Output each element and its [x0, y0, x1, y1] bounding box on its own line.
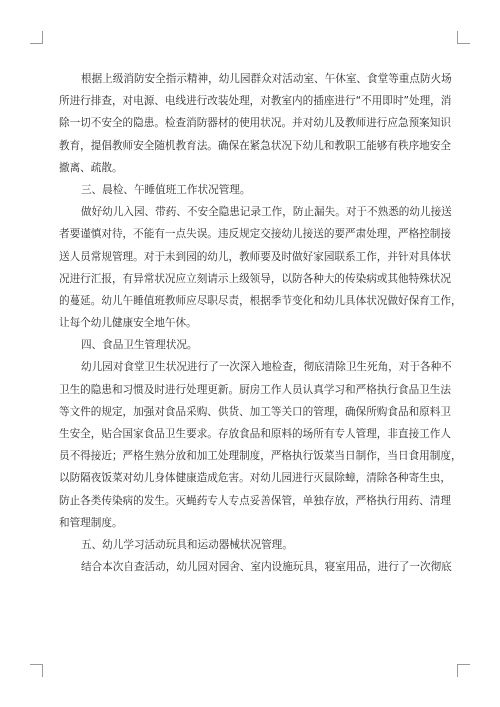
paragraph-line: 根据上级消防安全指示精神，幼儿园群众对活动室、午休室、食堂等重点防火场	[81, 73, 452, 85]
crop-mark-bottom-right	[457, 664, 470, 677]
section-heading: 四、食品卫生管理状况。	[81, 339, 198, 352]
crop-mark-bottom-left	[30, 664, 43, 677]
paragraph-line: 结合本次自查活动，幼儿园对园舍、室内设施玩具，寝室用品，进行了一次彻底	[81, 561, 452, 574]
paragraph-line: 者要谨慎对待，不能有一点失误。违反规定交接幼儿接送的要严肃处理，严格控制接	[59, 228, 451, 241]
paragraph-line: 等文件的规定，加强对食品采购、供货、加工等关口的管理，确保所购食品和原料卫	[59, 405, 451, 418]
section-heading: 五、幼儿学习活动玩具和运动器械状况管理。	[81, 538, 293, 551]
paragraph-line: 况进行汇报，有异常状况应立刻请示上级领导，以防各种大的传染病或其他特殊状况	[59, 272, 451, 285]
paragraph-line: 的蔓延。幼儿午睡值班教师应尽职尽责，根据季节变化和幼儿具体状况做好保育工作，	[59, 294, 462, 307]
section-heading: 三、晨检、午睡值班工作状况管理。	[81, 183, 251, 196]
paragraph-line: 做好幼儿入园、带药、不安全隐患记录工作，防止漏失。对于不熟悉的幼儿接送	[81, 206, 452, 219]
paragraph-line: 撤离、疏散。	[59, 161, 123, 174]
paragraph-line: 和管理制度。	[59, 516, 123, 529]
paragraph-line: 防止各类传染病的发生。灭蝇药专人专点妥善保管，单独存放，严格执行用药、清理	[59, 494, 451, 507]
paragraph-line: 除一切不安全的隐患。检查消防器材的使用状况。并对幼儿及教师进行应急预案知识	[59, 117, 451, 130]
crop-mark-top-right	[457, 31, 470, 44]
paragraph-line: 教育，提倡教师安全随机教育法。确保在紧急状况下幼儿和教职工能够有秩序地安全	[59, 139, 451, 152]
paragraph-line: 所进行排查，对电源、电线进行改装处理，对教室内的插座进行“不用即时”处理，消	[59, 95, 452, 108]
paragraph-line: 员不得接近；严格生熟分放和加工处理制度，严格执行饭菜当日制作，当日食用制度，	[59, 450, 462, 463]
paragraph-line: 幼儿园对食堂卫生状况进行了一次深入地检查，彻底清除卫生死角，对于各种不	[81, 361, 452, 374]
paragraph-line: 让每个幼儿健康安全地午休。	[59, 317, 197, 330]
paragraph-line: 生安全，贴合国家食品卫生要求。存放食品和原料的场所有专人管理，非直接工作人	[59, 428, 451, 440]
document-body	[59, 68, 462, 578]
crop-mark-top-left	[30, 31, 43, 44]
paragraph-line: 以防隔夜饭菜对幼儿身体健康造成危害。对幼儿园进行灭鼠除蟑，清除各种寄生虫，	[59, 472, 451, 485]
paragraph-line: 送人员常规管理。对于未到园的幼儿，教师要及时做好家园联系工作，并针对具体状	[59, 250, 451, 263]
paragraph-line: 卫生的隐患和习惯及时进行处理更新。厨房工作人员认真学习和严格执行食品卫生法	[59, 383, 451, 396]
